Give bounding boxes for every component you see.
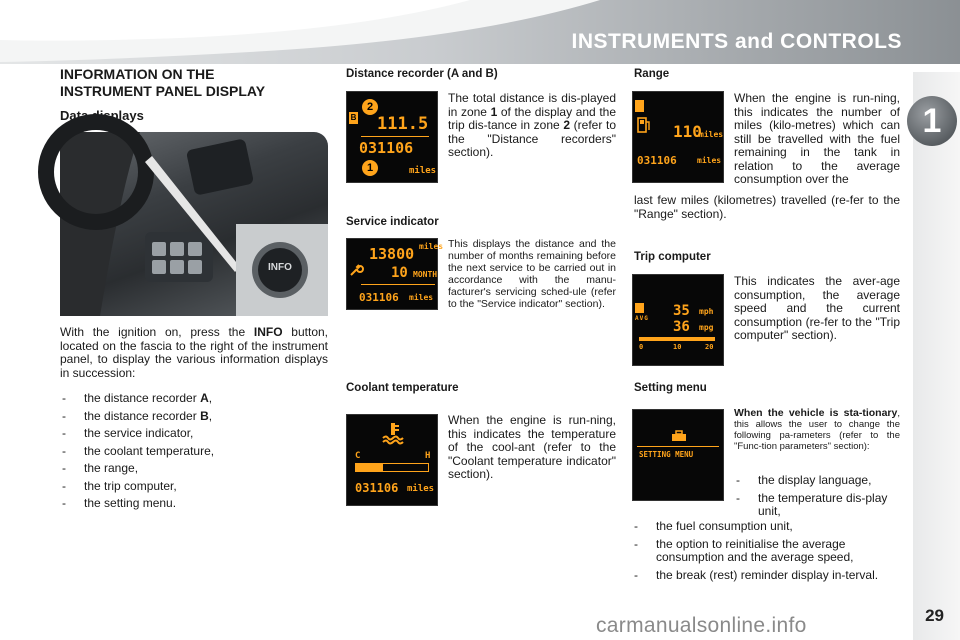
cold-label: C: [355, 451, 361, 461]
list-item: - the display language,: [734, 474, 900, 488]
scale-tick: 20: [705, 343, 714, 351]
scale-tick: 10: [673, 343, 682, 351]
consumption-bar: [639, 337, 715, 341]
unit-label: miles: [409, 166, 437, 176]
coolant-display: [346, 414, 438, 506]
section-subtitle: Data displays: [60, 108, 144, 123]
coolant-temperature-icon: [381, 421, 405, 445]
fascia-photo: [60, 132, 328, 316]
list-item: - the trip computer,: [60, 480, 330, 494]
list-item: - the distance recorder A,: [60, 392, 330, 406]
display-sequence-list: [60, 392, 330, 515]
chapter-number-badge: 1: [907, 96, 957, 146]
scale-tick: 0: [639, 343, 644, 351]
avg-consumption: 36: [673, 319, 690, 335]
section-title: INFORMATION ON THE INSTRUMENT PANEL DISPLAY: [60, 66, 266, 99]
coolant-heading: Coolant temperature: [346, 382, 459, 394]
service-display: [346, 238, 444, 310]
range-unit: miles: [699, 130, 724, 139]
watermark: carmanualsonline.info: [596, 614, 807, 637]
fuel-pump-icon: [637, 116, 651, 134]
list-item: - the service indicator,: [60, 427, 330, 441]
unit-label: miles: [407, 484, 435, 494]
zone1-badge: 1: [362, 160, 378, 176]
list-item: - the temperature dis-play unit,: [734, 492, 900, 519]
fascia-illustration: [60, 132, 328, 316]
list-item: - the fuel consumption unit,: [632, 520, 900, 534]
distance-heading: Distance recorder (A and B): [346, 68, 498, 80]
total-value: 031106: [359, 139, 414, 157]
total-value: 031106: [355, 481, 399, 495]
list-item: - the setting menu.: [60, 497, 330, 511]
trip-heading: Trip computer: [634, 251, 711, 263]
service-heading: Service indicator: [346, 216, 439, 228]
trip-display: [632, 274, 724, 366]
avg-speed: 35: [673, 303, 690, 319]
chapter-tab-strip: [913, 72, 960, 640]
wrench-icon: [349, 263, 363, 277]
list-item: - the distance recorder B,: [60, 410, 330, 424]
setting-intro: When the vehicle is sta-tionary, this allows the user to change the following pa-rameters (refer to the "Func-tion parameters" section):: [734, 407, 900, 452]
page-title: INSTRUMENTS and CONTROLS: [571, 30, 902, 53]
service-months: 10: [391, 265, 408, 281]
unit-label: miles: [697, 156, 722, 165]
consumption-unit: mpg: [699, 323, 714, 332]
list-item: - the range,: [60, 462, 330, 476]
range-text: When the engine is run-ning, this indicates the number of miles (kilo-metres) which can still be travelled with the fuel remaining in the tank in relation to the average consumption over the: [734, 91, 900, 186]
temperature-gauge: [355, 463, 429, 472]
total-value: 031106: [359, 291, 399, 304]
range-text-continued: last few miles (kilometres) travelled (re-fer to the "Range" section).: [634, 193, 900, 221]
coolant-text: When the engine is run-ning, this indicates the temperature of the cool-ant (refer to the "Coolant temperature indicator" section).: [448, 413, 616, 481]
range-heading: Range: [634, 68, 670, 80]
list-item: - the break (rest) reminder display in-terval.: [632, 569, 900, 583]
distance-display: [346, 91, 438, 183]
list-item: - the option to reinitialise the average consumption and the average speed,: [632, 538, 900, 565]
range-value: 110: [673, 122, 702, 141]
zone2-badge: 2: [362, 99, 378, 115]
hot-label: H: [425, 451, 431, 461]
service-distance: 13800: [369, 245, 415, 263]
service-unit: miles: [419, 242, 444, 251]
speed-unit: mph: [699, 307, 714, 316]
setting-menu-label: SETTING MENU: [639, 450, 694, 459]
info-button-label: INFO: [268, 262, 292, 273]
range-display: [632, 91, 724, 183]
total-value: 031106: [637, 154, 677, 167]
trip-text: This indicates the aver-age consumption, the average speed and the current consumption (re-fer to the "Trip computer" section).: [734, 274, 900, 342]
list-item: - the coolant temperature,: [60, 445, 330, 459]
setting-heading: Setting menu: [634, 382, 707, 394]
toolbox-icon: [671, 430, 687, 442]
service-text: This displays the distance and the number of months remaining before the next service to be carried out in accordance with the manu-facturer's servicing sched-ule (refer to the "Service indicator" section).: [448, 238, 616, 310]
intro-paragraph: With the ignition on, press the INFO button, located on the fascia to the right of the instrument panel, to display the various information displays in succession:: [60, 325, 329, 380]
trip-value: 111.5: [377, 114, 429, 134]
months-label: MONTH: [413, 270, 438, 279]
avg-label: AVG: [635, 315, 649, 322]
distance-text: The total distance is dis-played in zone 1 of the display and the trip dis-tance in zone 2 (refer to the "Distance recorders" section).: [448, 91, 616, 159]
side-marker: B: [350, 113, 357, 122]
setting-list-narrow: [734, 474, 900, 523]
page-number: 29: [925, 606, 944, 625]
setting-list-wide: [632, 520, 900, 586]
setting-display: [632, 409, 724, 501]
unit-label: miles: [409, 293, 434, 302]
